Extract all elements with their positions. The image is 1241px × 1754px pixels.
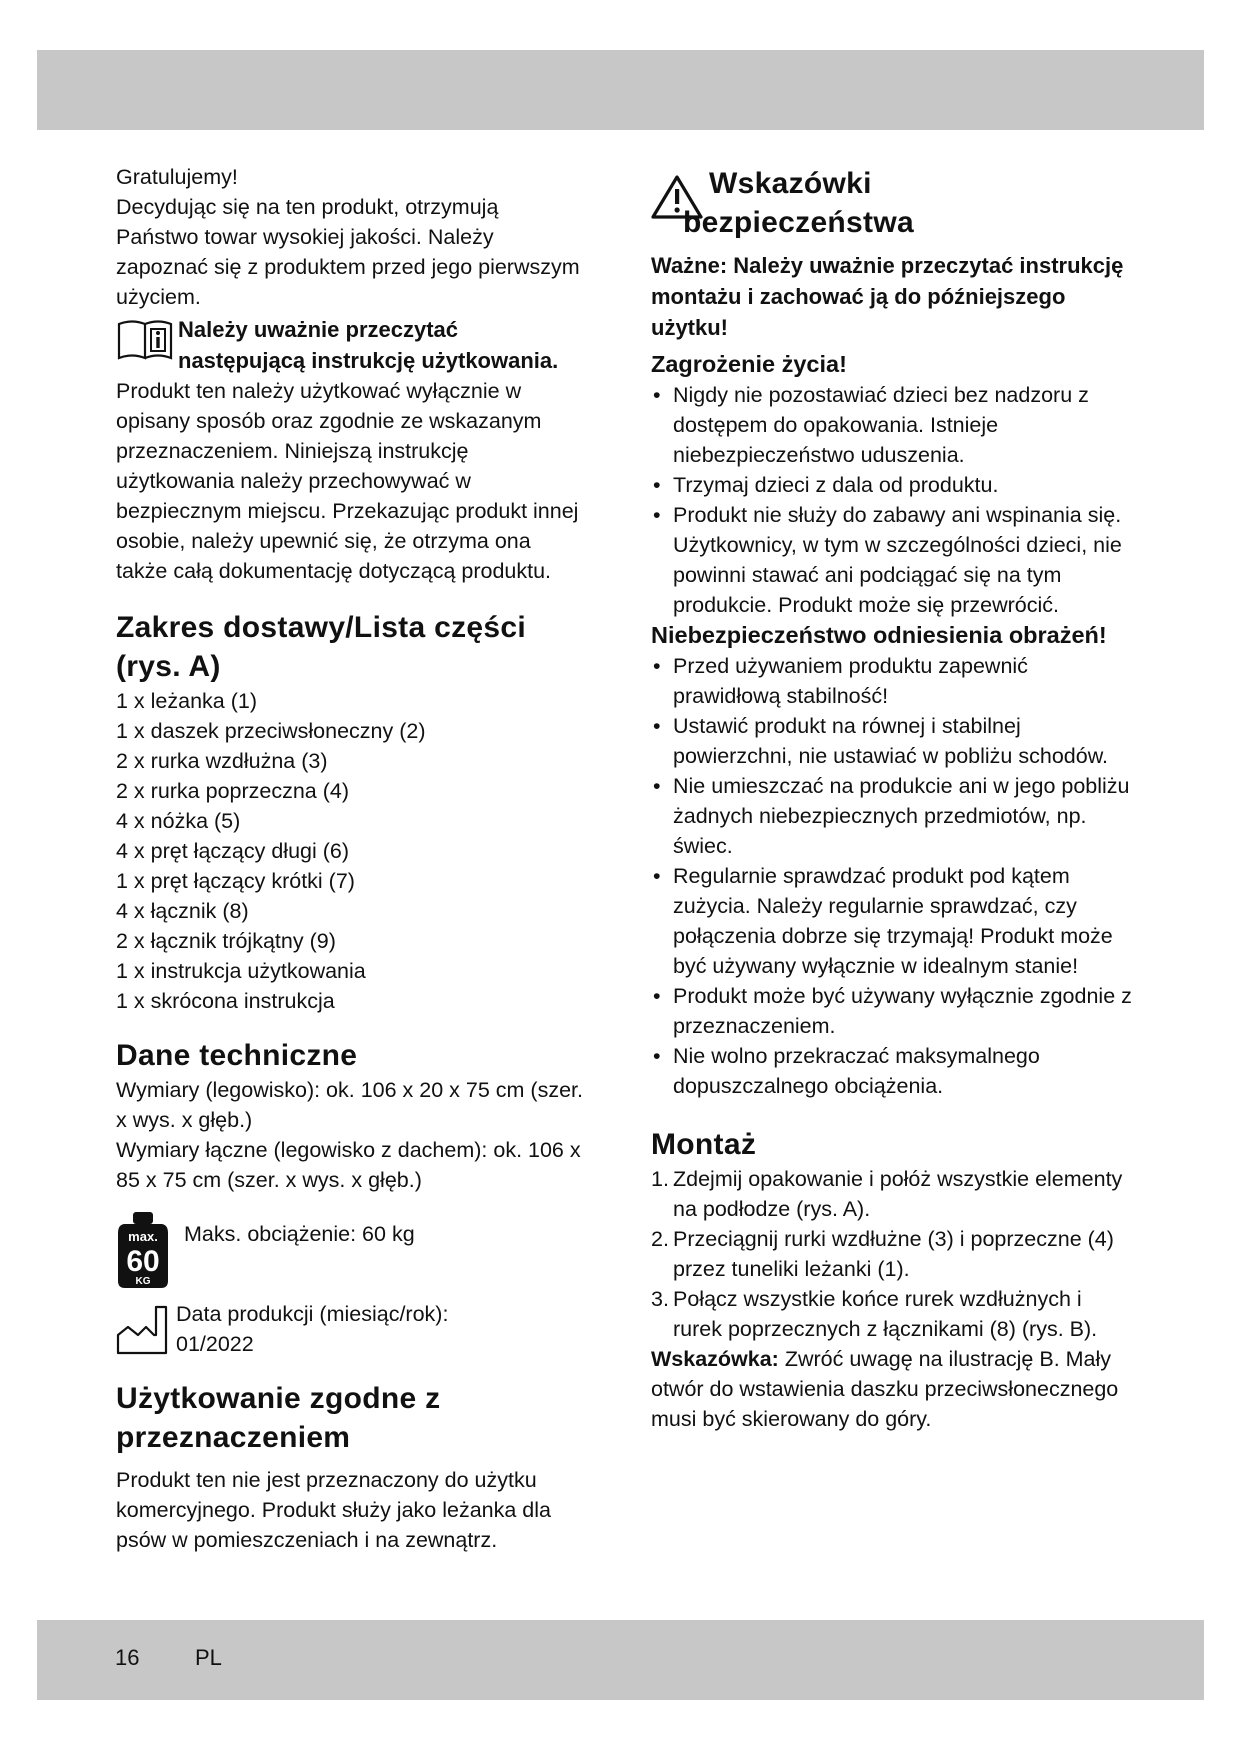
danger-life-title: Zagrożenie życia! — [651, 351, 847, 377]
danger-injury-title: Niebezpieczeństwo odniesienia obrażeń! — [651, 622, 1107, 648]
dimensions-bed: Wymiary (legowisko): ok. 106 x 20 x 75 cm (szer. x wys. x głęb.) — [116, 1078, 583, 1132]
list-item: • Nie umieszczać na produkcie ani w jego pobliżu żadnych niebezpiecznych przedmiotów, np. świec. — [651, 771, 1136, 861]
tech-heading: Dane techniczne — [116, 1039, 358, 1072]
page-number: 16 — [115, 1645, 140, 1670]
production-date-row — [116, 1299, 586, 1359]
list-item: • Nigdy nie pozostawiać dzieci bez nadzoru z dostępem do opakowania. Istnieje niebezpieczeństwo uduszenia. — [651, 380, 1136, 470]
max-load-row — [116, 1211, 586, 1289]
important-note: Ważne: Należy uważnie przeczytać instrukcję montażu i zachować ją do późniejszego użytku! — [651, 253, 1124, 340]
use-heading: Użytkowanie zgodne z przeznaczeniem — [116, 1382, 441, 1454]
max-load-text: Maks. obciążenie: 60 kg — [184, 1222, 415, 1246]
safety-heading: Wskazówki bezpieczeństwa — [683, 167, 914, 239]
hint-text: Zwróć uwagę na ilustrację B. Mały otwór do wstawienia daszku przeciwsłonecznego musi być skierowany do góry. — [651, 1347, 1119, 1431]
weight-icon — [116, 1211, 170, 1289]
assembly-step: 1. Zdejmij opakowanie i połóż wszystkie elementy na podłodze (rys. A). — [651, 1167, 1123, 1221]
weight-badge-number: 60 — [126, 1245, 160, 1278]
list-item: • Produkt nie służy do zabawy ani wspinania się. Użytkownicy, w tym w szczególności dzieci, nie powinni stawać ani podciągać się na tym produkcie. Produkt może się przewrócić. — [651, 500, 1136, 620]
greeting: Gratulujemy! — [116, 165, 238, 189]
footer-band — [37, 1620, 1204, 1700]
book-info-icon — [116, 316, 174, 362]
list-item: • Nie wolno przekraczać maksymalnego dopuszczalnego obciążenia. — [651, 1041, 1136, 1101]
list-item: 4 x nóżka (5) — [116, 809, 241, 833]
weight-badge-unit: KG — [135, 1276, 151, 1287]
weight-badge-top: max. — [128, 1229, 158, 1244]
intro-body: Produkt ten należy użytkować wyłącznie w opisany sposób oraz zgodnie ze wskazanym przeznaczeniem. Niniejszą instrukcję użytkowania należy przechowywać w bezpiecznym miejscu. Przekazując produkt innej osobie, należy upewnić się, że otrzyma ona także całą dokumentację dotyczącą produktu. — [116, 379, 579, 583]
list-item: 2 x rurka wzdłużna (3) — [116, 749, 328, 773]
dimensions-total: Wymiary łączne (legowisko z dachem): ok. 106 x 85 x 75 cm (szer. x wys. x głęb.) — [116, 1138, 581, 1192]
read-instructions-notice — [116, 314, 586, 376]
danger-injury-list — [651, 651, 1136, 1101]
hint-label: Wskazówka: — [651, 1347, 779, 1371]
list-item: • Ustawić produkt na równej i stabilnej powierzchni, nie ustawiać w pobliżu schodów. — [651, 711, 1136, 771]
list-item: 1 x instrukcja użytkowania — [116, 959, 366, 983]
left-column — [116, 162, 586, 1555]
list-item: 1 x daszek przeciwsłoneczny (2) — [116, 719, 426, 743]
list-item: • Regularnie sprawdzać produkt pod kątem zużycia. Należy regularnie sprawdzać, czy połączenia dobrze się trzymają! Produkt może być używany wyłącznie w idealnym stanie! — [651, 861, 1136, 981]
assembly-step: 3. Połącz wszystkie końce rurek wzdłużnych i rurek poprzecznych z łącznikami (8) (rys. B). — [651, 1287, 1098, 1341]
right-column — [651, 162, 1136, 1434]
danger-life-list — [651, 380, 1136, 620]
delivery-heading: Zakres dostawy/Lista części (rys. A) — [116, 611, 526, 683]
use-text: Produkt ten nie jest przeznaczony do użytku komercyjnego. Produkt służy jako leżanka dla psów w pomieszczeniach i na zewnątrz. — [116, 1468, 551, 1552]
safety-heading-row — [651, 162, 1136, 242]
list-item: 4 x pręt łączący długi (6) — [116, 839, 350, 863]
notice-text: Należy uważnie przeczytać następującą instrukcję użytkowania. — [178, 317, 559, 373]
factory-icon — [116, 1305, 168, 1355]
list-item: 4 x łącznik (8) — [116, 899, 249, 923]
list-item: • Przed używaniem produktu zapewnić prawidłową stabilność! — [651, 651, 1136, 711]
list-item: 2 x łącznik trójkątny (9) — [116, 929, 336, 953]
list-item: • Produkt może być używany wyłącznie zgodnie z przeznaczeniem. — [651, 981, 1136, 1041]
list-item: 1 x skrócona instrukcja — [116, 989, 335, 1013]
list-item: 1 x pręt łączący krótki (7) — [116, 869, 355, 893]
production-date-text: Data produkcji (miesiąc/rok): 01/2022 — [176, 1302, 449, 1356]
assembly-heading: Montaż — [651, 1128, 757, 1161]
assembly-hint — [651, 1344, 1136, 1434]
header-band — [37, 50, 1204, 130]
list-item: 1 x leżanka (1) — [116, 689, 258, 713]
list-item: 2 x rurka poprzeczna (4) — [116, 779, 350, 803]
assembly-steps — [651, 1164, 1136, 1344]
language-code: PL — [195, 1645, 222, 1670]
intro-text: Decydując się na ten produkt, otrzymują Państwo towar wysokiej jakości. Należy zapoznać się z produktem przed jego pierwszym użyciem. — [116, 195, 580, 309]
list-item: • Trzymaj dzieci z dala od produktu. — [651, 470, 1136, 500]
assembly-step: 2. Przeciągnij rurki wzdłużne (3) i poprzeczne (4) przez tuneliki leżanki (1). — [651, 1227, 1114, 1281]
delivery-list — [116, 686, 586, 1016]
